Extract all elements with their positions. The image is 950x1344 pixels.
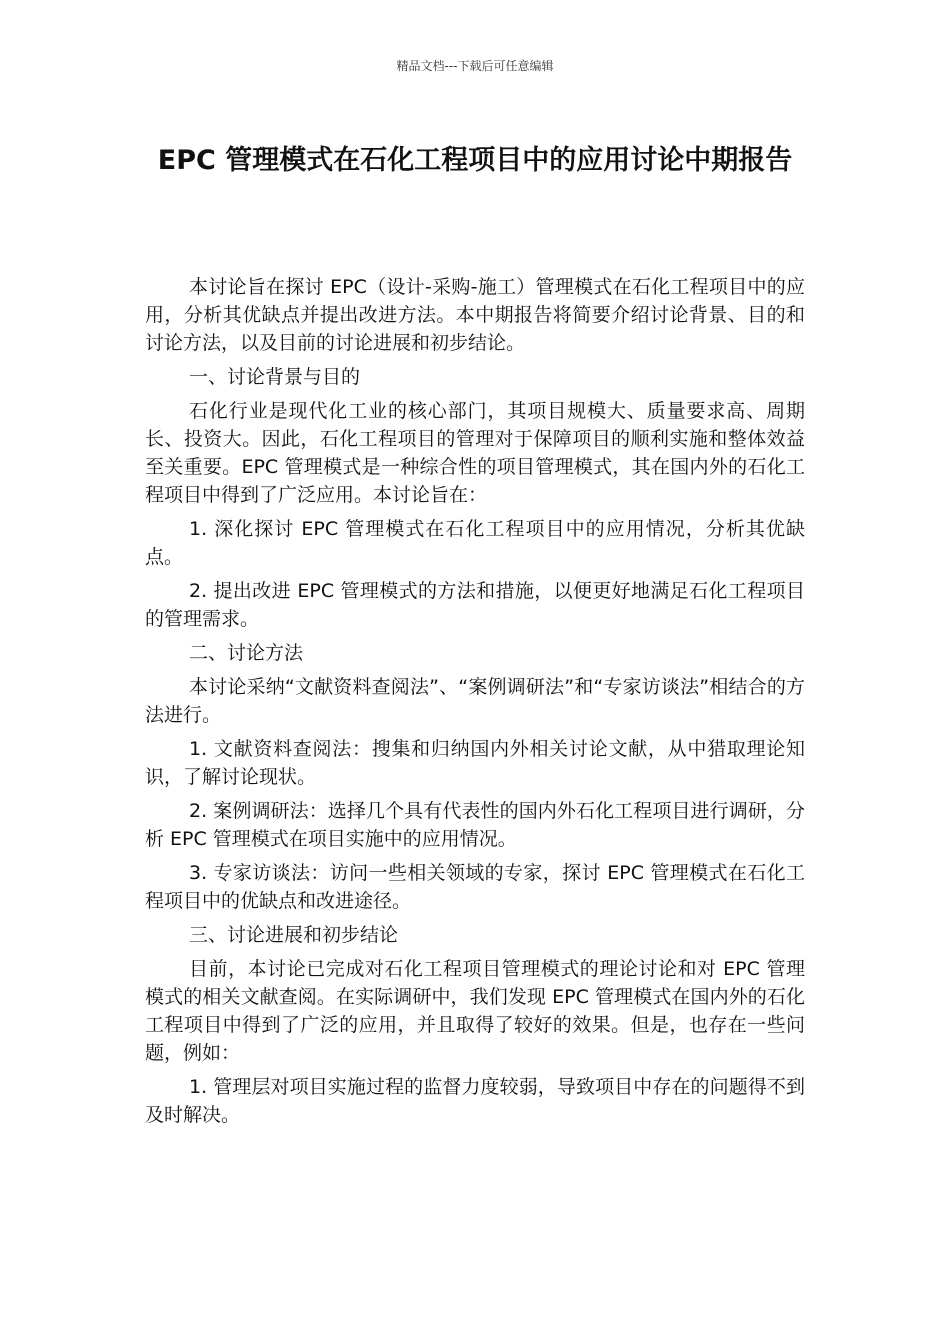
paragraph-methods: 本讨论采纳“文献资料查阅法”、“案例调研法”和“专家访谈法”相结合的方法进行。 xyxy=(145,676,805,726)
list-item-aim-1: 1. 深化探讨 EPC 管理模式在石化工程项目中的应用情况，分析其优缺点。 xyxy=(145,518,805,568)
section-heading-methods: 二、讨论方法 xyxy=(189,642,304,664)
list-item-method-3: 3. 专家访谈法：访问一些相关领域的专家，探讨 EPC 管理模式在石化工程项目中的优缺点和改进途径。 xyxy=(145,862,805,912)
section-heading-progress: 三、讨论进展和初步结论 xyxy=(189,924,399,946)
list-item-method-2: 2. 案例调研法：选择几个具有代表性的国内外石化工程项目进行调研，分析 EPC 管理模式在项目实施中的应用情况。 xyxy=(145,800,805,850)
list-item-issue-1: 1. 管理层对项目实施过程的监督力度较弱，导致项目中存在的问题得不到及时解决。 xyxy=(145,1076,805,1126)
section-heading-background: 一、讨论背景与目的 xyxy=(189,366,361,388)
paragraph-background: 石化行业是现代化工业的核心部门，其项目规模大、质量要求高、周期长、投资大。因此，石化工程项目的管理对于保障项目的顺利实施和整体效益至关重要。EPC 管理模式是一种综合性的项目管理模式，其在国内外的石化工程项目中得到了广泛应用。本讨论旨在： xyxy=(145,400,805,506)
list-item-method-1: 1. 文献资料查阅法：搜集和归纳国内外相关讨论文献，从中猎取理论知识，了解讨论现状。 xyxy=(145,738,805,788)
document-title: EPC 管理模式在石化工程项目中的应用讨论中期报告 xyxy=(157,145,793,176)
header-note: 精品文档---下载后可任意编辑 xyxy=(396,59,554,73)
document-body xyxy=(145,273,805,1135)
paragraph-progress: 目前，本讨论已完成对石化工程项目管理模式的理论讨论和对 EPC 管理模式的相关文献查阅。在实际调研中，我们发现 EPC 管理模式在国内外的石化工程项目中得到了广泛的应用，并且取得了较好的效果。但是，也存在一些问题，例如： xyxy=(145,958,805,1064)
paragraph-intro: 本讨论旨在探讨 EPC（设计-采购-施工）管理模式在石化工程项目中的应用，分析其优缺点并提出改进方法。本中期报告将简要介绍讨论背景、目的和讨论方法，以及目前的讨论进展和初步结论。 xyxy=(145,276,805,354)
list-item-aim-2: 2. 提出改进 EPC 管理模式的方法和措施，以便更好地满足石化工程项目的管理需求。 xyxy=(145,580,805,630)
